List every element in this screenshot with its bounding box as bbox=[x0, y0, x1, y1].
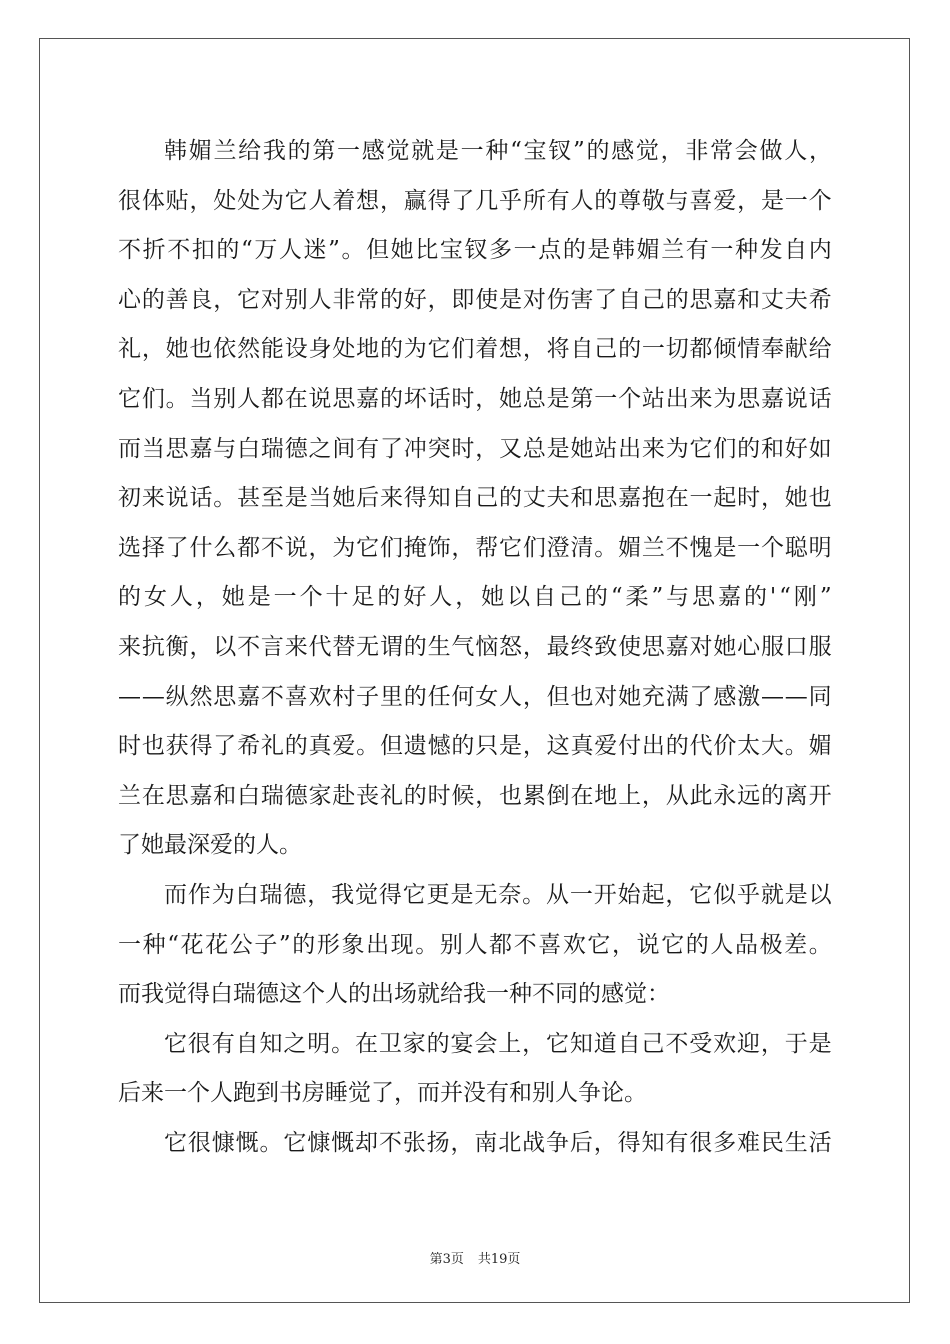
text-line: 韩 媚 兰 给 我 的 第 一 感 觉 就 是 一 种 “ 宝 钗 ” 的 感 觉 ， 非 常 会 做 人 ， bbox=[164, 138, 832, 164]
text-line: 它 很 慷 慨 。 它 慷 慨 却 不 张 扬 ， 南 北 战 争 后 ， 得 知 有 很 多 难 民 生 活 bbox=[164, 1129, 832, 1156]
text-line: 兰 在 思 嘉 和 白 瑞 德 家 赴 丧 礼 的 时 候 ， 也 累 倒 在 地 上 ， 从 此 永 远 的 离 开 bbox=[118, 782, 832, 809]
text-line: 不 折 不 扣 的 “ 万 人 迷 ” 。 但 她 比 宝 钗 多 一 点 的 是 韩 媚 兰 有 一 种 发 自 内 bbox=[118, 237, 832, 264]
text-line: 它 们 。 当 别 人 都 在 说 思 嘉 的 坏 话 时 ， 她 总 是 第 一 个 站 出 来 为 思 嘉 说 话 bbox=[118, 385, 832, 412]
text-line: 后来一个人跑到书房睡觉了，而并没有和别人争论。 bbox=[118, 1080, 647, 1107]
text-line: 礼 ， 她 也 依 然 能 设 身 处 地 的 为 它 们 着 想 ， 将 自 己 的 一 切 都 倾 情 奉 献 给 bbox=[118, 336, 832, 363]
text-line: 很 体 贴 ， 处 处 为 它 人 着 想 ， 赢 得 了 几 乎 所 有 人 的 尊 敬 与 喜 爱 ， 是 一 个 bbox=[118, 187, 832, 214]
text-line: 一 种 “ 花 花 公 子 ” 的 形 象 出 现 。 别 人 都 不 喜 欢 它 ， 说 它 的 人 品 极 差 。 bbox=[118, 931, 832, 958]
text-line: 来 抗 衡 ， 以 不 言 来 代 替 无 谓 的 生 气 恼 怒 ， 最 终 致 使 思 嘉 对 她 心 服 口 服 bbox=[118, 633, 832, 660]
page-footer bbox=[0, 1248, 950, 1267]
text-line: 它 很 有 自 知 之 明 。 在 卫 家 的 宴 会 上 ， 它 知 道 自 己 不 受 欢 迎 ， 于 是 bbox=[164, 1030, 832, 1057]
text-line: — — 纵 然 思 嘉 不 喜 欢 村 子 里 的 任 何 女 人 ， 但 也 对 她 充 满 了 感 激 — — 同 bbox=[118, 683, 832, 710]
page-number: 第3页 bbox=[429, 1252, 464, 1267]
page-total: 共19页 bbox=[477, 1252, 521, 1267]
text-line: 而我觉得白瑞德这个人的出场就给我一种不同的感觉： bbox=[118, 981, 670, 1008]
text-line: 而 作 为 白 瑞 德 ， 我 觉 得 它 更 是 无 奈 。 从 一 开 始 起 ， 它 似 乎 就 是 以 bbox=[164, 881, 832, 908]
text-line: 时 也 获 得 了 希 礼 的 真 爱 。 但 遗 憾 的 只 是 ， 这 真 爱 付 出 的 代 价 太 大 。 媚 bbox=[118, 733, 832, 760]
text-line: 选 择 了 什 么 都 不 说 ， 为 它 们 掩 饰 ， 帮 它 们 澄 清 。 媚 兰 不 愧 是 一 个 聪 明 bbox=[118, 534, 832, 561]
document-body bbox=[118, 127, 832, 1168]
text-line: 初 来 说 话 。 甚 至 是 当 她 后 来 得 知 自 己 的 丈 夫 和 思 嘉 抱 在 一 起 时 ， 她 也 bbox=[118, 485, 832, 512]
text-line: 而 当 思 嘉 与 白 瑞 德 之 间 有 了 冲 突 时 ， 又 总 是 她 站 出 来 为 它 们 的 和 好 如 bbox=[118, 435, 832, 462]
text-line: 了她最深爱的人。 bbox=[118, 832, 302, 859]
text-line: 心 的 善 良 ， 它 对 别 人 非 常 的 好 ， 即 使 是 对 伤 害 了 自 己 的 思 嘉 和 丈 夫 希 bbox=[118, 286, 832, 313]
text-line: 的 女 人 ， 她 是 一 个 十 足 的 好 人 ， 她 以 自 己 的 “ 柔 ” 与 思 嘉 的 ' “ 刚 ” bbox=[118, 584, 832, 611]
